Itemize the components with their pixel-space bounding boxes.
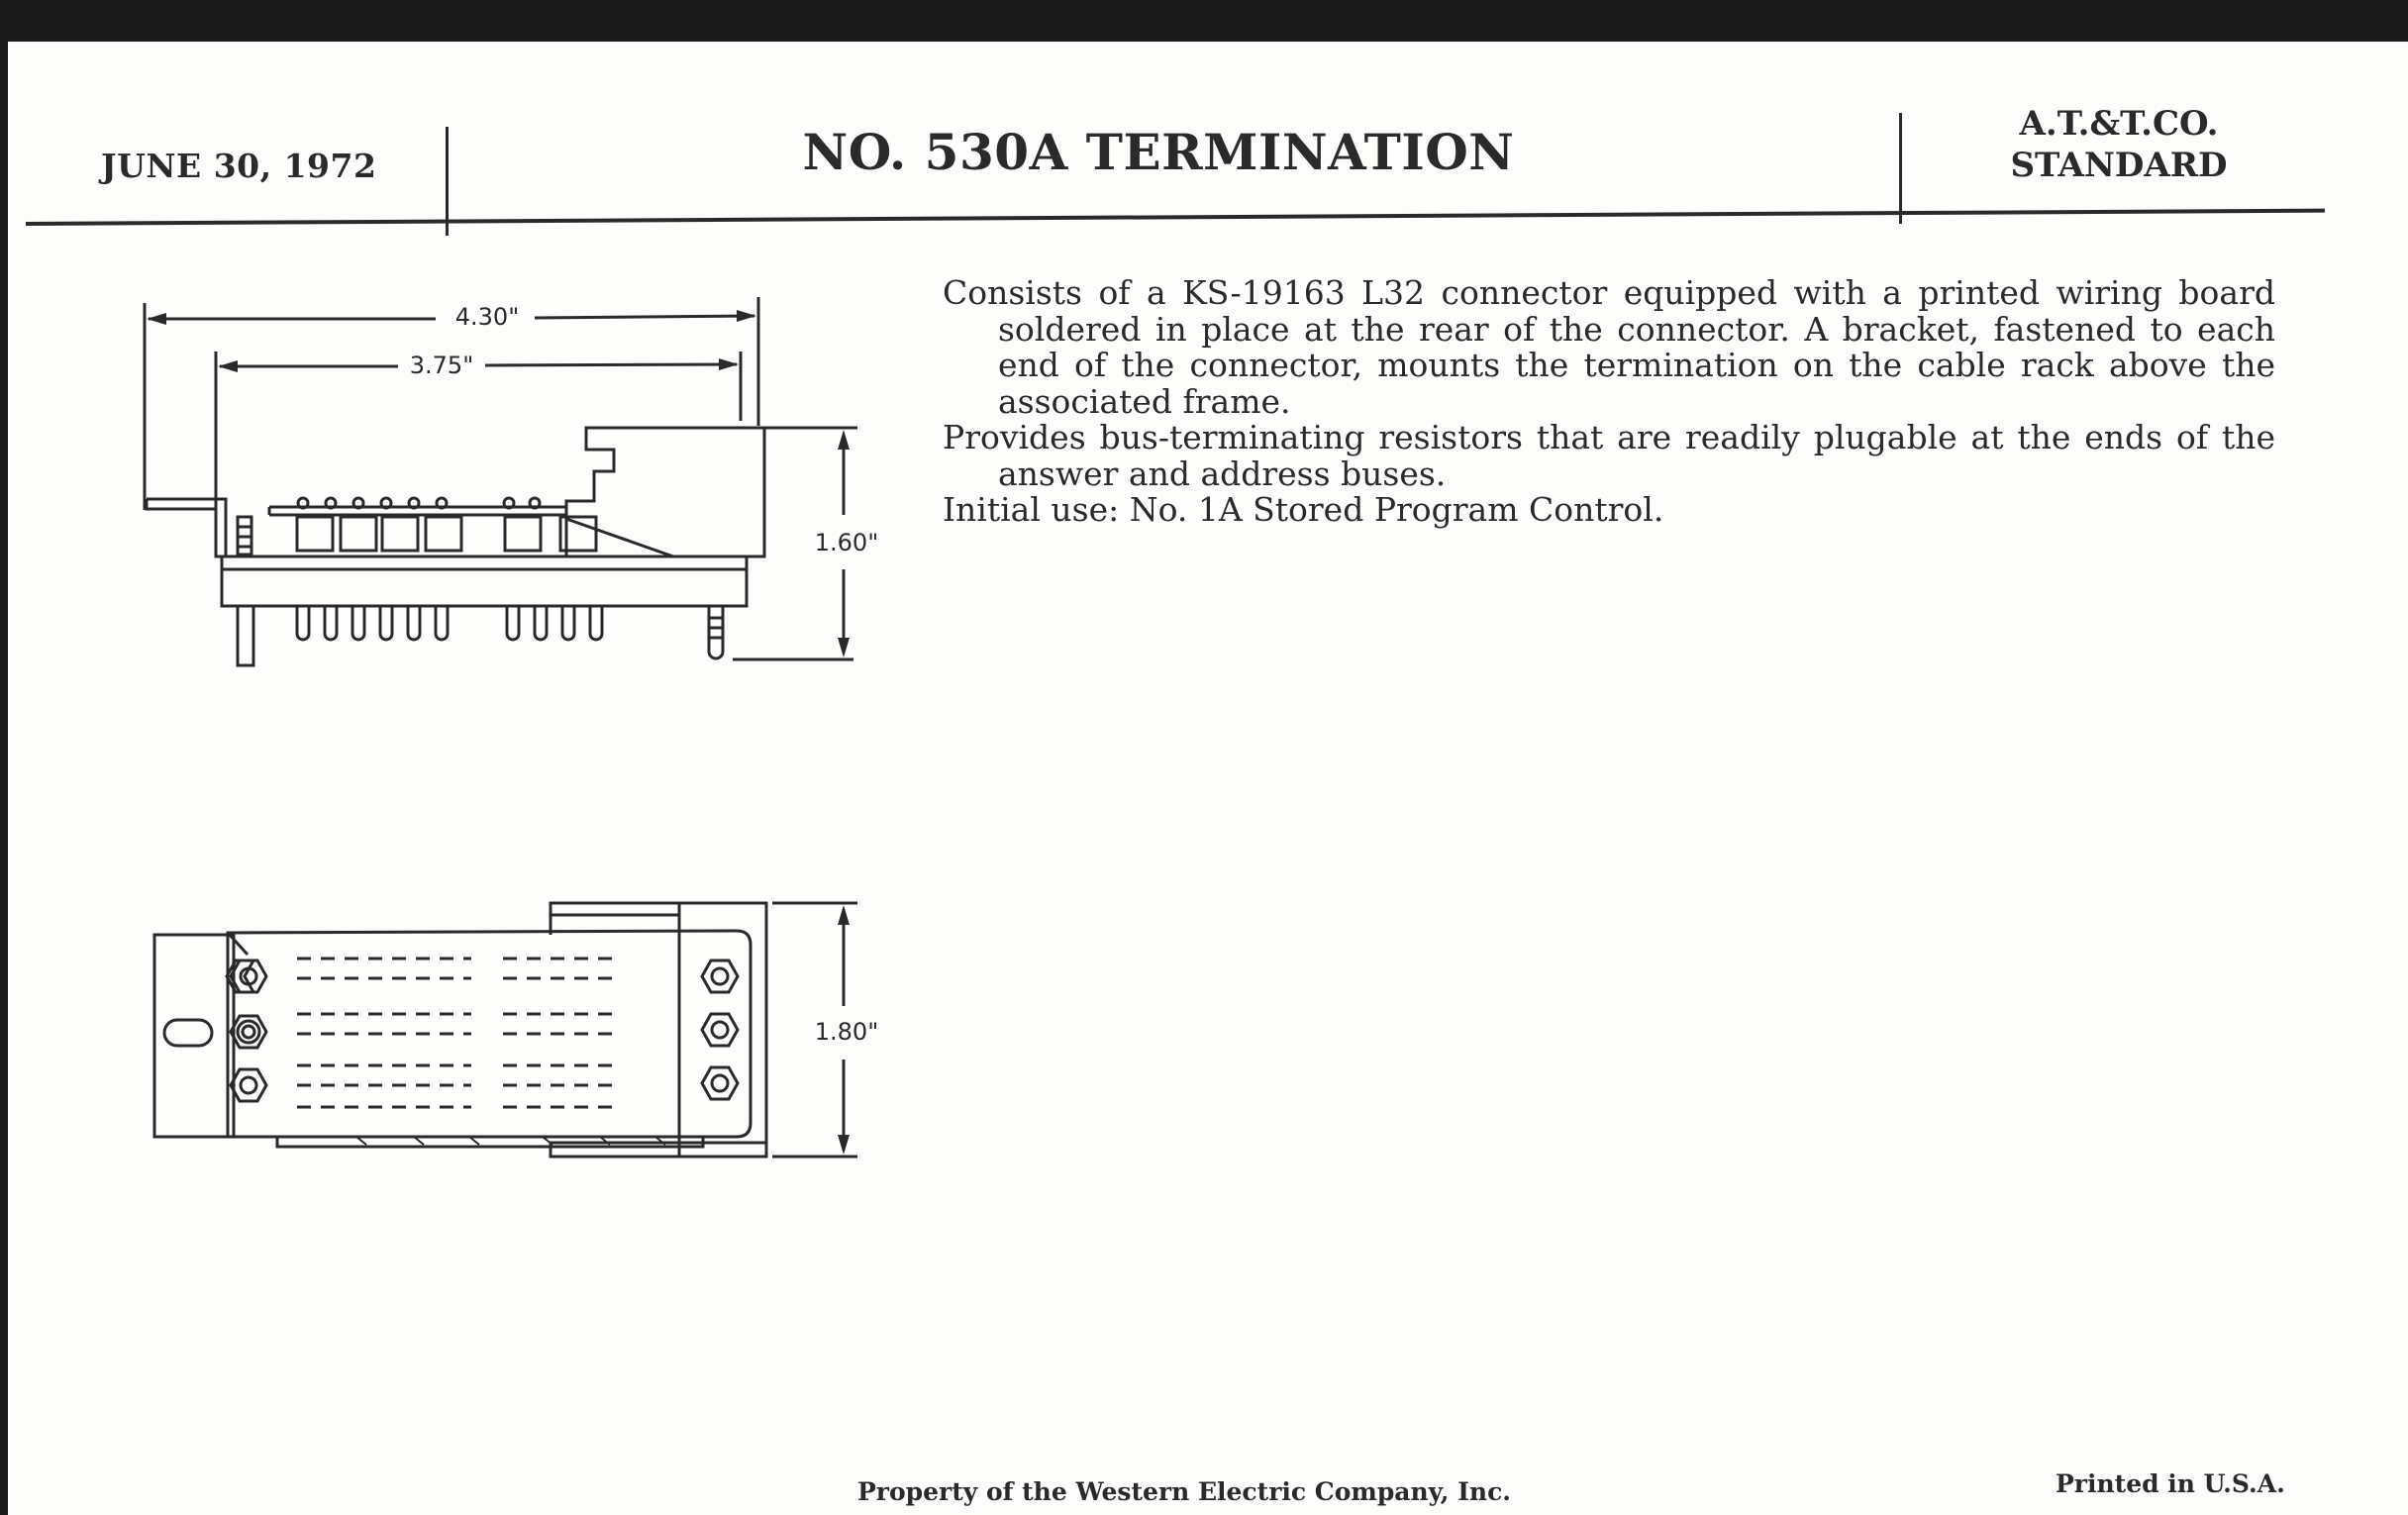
- footer-printed: Printed in U.S.A.: [2056, 1469, 2285, 1498]
- standard-line1: A.T.&T.CO.: [2019, 104, 2219, 144]
- dim-overall-length: [145, 297, 758, 510]
- hex-nuts-left: [227, 960, 266, 1101]
- header-date: JUNE 30, 1972: [101, 147, 377, 185]
- footer-property: Property of the Western Electric Company, Inc.: [857, 1477, 1512, 1506]
- description-paragraph-2: Provides bus-terminating resistors that are readily plugable at the ends of the answer and address buses.: [943, 418, 2275, 493]
- contact-rows: [297, 959, 612, 1107]
- standard-line2: STANDARD: [2010, 146, 2228, 185]
- side-view: [145, 297, 878, 665]
- description-paragraph-1: Consists of a KS-19163 L32 connector equipped with a printed wiring board soldered in place at the rear of the connector. A bracket, fastened to each end of the connector, mounts the termination on the cable rack above the associated frame.: [943, 273, 2275, 421]
- dim-width: [772, 903, 878, 1157]
- connector-body: [222, 428, 764, 606]
- dim-inner-length-label: 3.75": [409, 352, 474, 379]
- description-paragraph-3: Initial use: No. 1A Stored Program Control.: [943, 490, 1664, 529]
- dim-overall-length-label: 4.30": [454, 303, 520, 331]
- dim-height: [764, 428, 878, 657]
- side-bracket: [147, 499, 253, 665]
- top-view: [154, 903, 878, 1157]
- hex-nuts-right: [702, 960, 738, 1099]
- dim-width-label: 1.80": [814, 1018, 879, 1046]
- dim-height-label: 1.60": [814, 529, 879, 556]
- connector-terminals: [297, 606, 853, 659]
- page-title: NO. 530A TERMINATION: [802, 123, 1515, 181]
